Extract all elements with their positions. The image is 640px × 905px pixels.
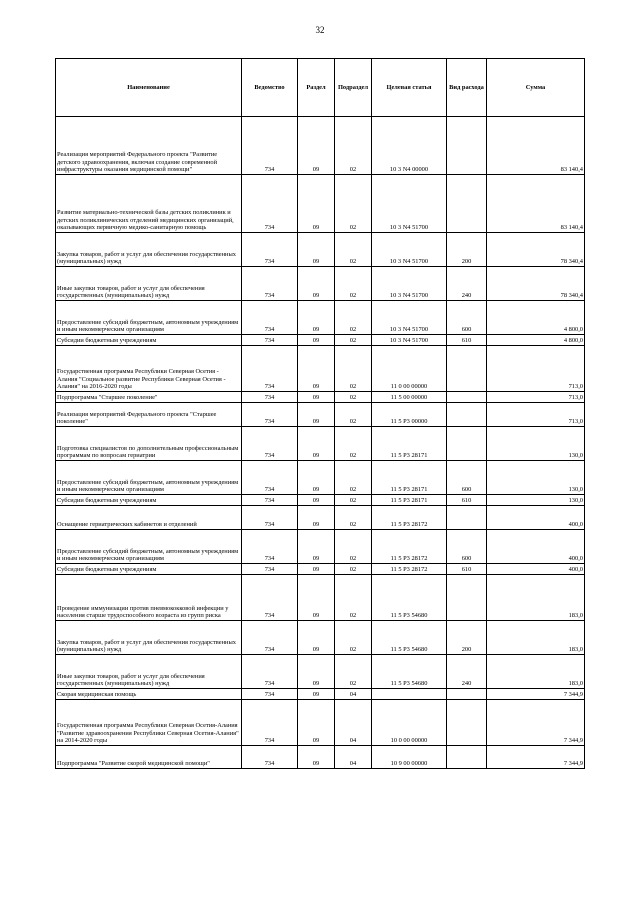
row-department: 734 [242, 335, 298, 346]
header-section: Раздел [298, 59, 335, 117]
row-subsection: 02 [335, 346, 372, 392]
row-expense-type: 600 [447, 461, 487, 495]
row-target-article: 11 5 P3 28171 [372, 495, 447, 506]
row-target-article: 11 5 P3 54680 [372, 655, 447, 689]
header-name: Наименование [56, 59, 242, 117]
table-row [56, 427, 585, 461]
row-section: 09 [298, 700, 335, 746]
row-target-article: 11 5 P3 28172 [372, 530, 447, 564]
table-row [56, 403, 585, 427]
row-target-article: 11 5 P3 28171 [372, 461, 447, 495]
row-name: Оснащение гериатрических кабинетов и отделений [56, 506, 242, 530]
table-row [56, 301, 585, 335]
row-target-article: 10 3 N4 51700 [372, 175, 447, 233]
row-target-article: 10 3 N4 51700 [372, 267, 447, 301]
row-expense-type: 240 [447, 267, 487, 301]
row-expense-type: 200 [447, 621, 487, 655]
row-target-article: 10 9 00 00000 [372, 746, 447, 769]
row-name: Иные закупки товаров, работ и услуг для обеспечения государственных (муниципальных) нужд [56, 655, 242, 689]
row-amount: 130,0 [487, 427, 585, 461]
table-row [56, 621, 585, 655]
budget-table [55, 58, 585, 769]
row-department: 734 [242, 700, 298, 746]
row-subsection: 02 [335, 427, 372, 461]
row-name: Иные закупки товаров, работ и услуг для обеспечения государственных (муниципальных) нужд [56, 267, 242, 301]
row-department: 734 [242, 506, 298, 530]
row-department: 734 [242, 267, 298, 301]
header-target-article: Целевая статья [372, 59, 447, 117]
row-section: 09 [298, 392, 335, 403]
row-target-article: 10 0 00 00000 [372, 700, 447, 746]
row-subsection: 02 [335, 461, 372, 495]
table-row [56, 233, 585, 267]
row-subsection: 02 [335, 495, 372, 506]
row-section: 09 [298, 175, 335, 233]
row-section: 09 [298, 575, 335, 621]
row-section: 09 [298, 301, 335, 335]
row-amount: 183,0 [487, 655, 585, 689]
row-expense-type: 200 [447, 233, 487, 267]
row-name: Субсидии бюджетным учреждениям [56, 564, 242, 575]
row-department: 734 [242, 746, 298, 769]
row-name: Реализация мероприятий Федерального проекта "Развитие детского здравоохранения, включая создание современной инфраструктуры оказания медицинской помощи" [56, 117, 242, 175]
row-subsection: 02 [335, 175, 372, 233]
row-expense-type [447, 506, 487, 530]
table-row [56, 175, 585, 233]
row-target-article: 11 5 P3 28171 [372, 427, 447, 461]
row-section: 09 [298, 564, 335, 575]
table-row [56, 700, 585, 746]
row-section: 09 [298, 506, 335, 530]
row-target-article: 10 3 N4 51700 [372, 233, 447, 267]
row-section: 09 [298, 427, 335, 461]
row-name: Предоставление субсидий бюджетным, автономным учреждениям и иным некоммерческим организациям [56, 461, 242, 495]
row-expense-type [447, 403, 487, 427]
row-department: 734 [242, 403, 298, 427]
row-target-article: 10 3 N4 51700 [372, 301, 447, 335]
row-target-article: 11 0 00 00000 [372, 346, 447, 392]
row-amount: 183,0 [487, 621, 585, 655]
row-department: 734 [242, 301, 298, 335]
table-row [56, 335, 585, 346]
row-section: 09 [298, 117, 335, 175]
table-row [56, 346, 585, 392]
row-expense-type [447, 700, 487, 746]
row-name: Закупка товаров, работ и услуг для обеспечения государственных (муниципальных) нужд [56, 621, 242, 655]
row-department: 734 [242, 689, 298, 700]
row-subsection: 02 [335, 530, 372, 564]
header-expense-type: Вид расхода [447, 59, 487, 117]
row-amount: 713,0 [487, 392, 585, 403]
row-subsection: 04 [335, 689, 372, 700]
row-target-article: 11 5 00 00000 [372, 392, 447, 403]
row-expense-type: 610 [447, 335, 487, 346]
row-name: Государственная программа Республики Северная Осетия - Алания "Социальное развитие Республики Северная Осетия - Алания" на 2016-2020 годы [56, 346, 242, 392]
row-target-article: 11 5 P3 54680 [372, 621, 447, 655]
table-row [56, 746, 585, 769]
row-section: 09 [298, 335, 335, 346]
row-expense-type [447, 689, 487, 700]
row-amount: 4 800,0 [487, 301, 585, 335]
row-amount: 7 344,9 [487, 746, 585, 769]
row-name: Субсидии бюджетным учреждениям [56, 495, 242, 506]
row-expense-type [447, 575, 487, 621]
row-subsection: 02 [335, 267, 372, 301]
row-name: Подпрограмма "Развитие скорой медицинской помощи" [56, 746, 242, 769]
row-subsection: 02 [335, 392, 372, 403]
row-department: 734 [242, 461, 298, 495]
row-expense-type: 600 [447, 301, 487, 335]
row-expense-type [447, 746, 487, 769]
row-subsection: 02 [335, 621, 372, 655]
table-row [56, 267, 585, 301]
page-number: 32 [315, 25, 325, 35]
row-name: Предоставление субсидий бюджетным, автономным учреждениям и иным некоммерческим организациям [56, 530, 242, 564]
row-department: 734 [242, 233, 298, 267]
row-subsection: 02 [335, 655, 372, 689]
row-name: Скорая медицинская помощь [56, 689, 242, 700]
row-target-article: 11 5 P3 28172 [372, 564, 447, 575]
row-section: 09 [298, 655, 335, 689]
row-department: 734 [242, 575, 298, 621]
row-section: 09 [298, 495, 335, 506]
row-subsection: 04 [335, 700, 372, 746]
row-section: 09 [298, 530, 335, 564]
header-subsection: Подраздел [335, 59, 372, 117]
row-amount: 400,0 [487, 530, 585, 564]
row-expense-type [447, 427, 487, 461]
row-section: 09 [298, 233, 335, 267]
table-row [56, 575, 585, 621]
table-row [56, 564, 585, 575]
row-department: 734 [242, 621, 298, 655]
table-row [56, 495, 585, 506]
row-target-article: 11 5 P3 54680 [372, 575, 447, 621]
row-target-article: 11 5 P3 00000 [372, 403, 447, 427]
row-section: 09 [298, 746, 335, 769]
row-subsection: 02 [335, 575, 372, 621]
row-target-article: 10 3 N4 00000 [372, 117, 447, 175]
row-amount: 130,0 [487, 461, 585, 495]
row-name: Предоставление субсидий бюджетным, автономным учреждениям и иным некоммерческим организациям [56, 301, 242, 335]
row-target-article [372, 689, 447, 700]
row-amount: 7 344,9 [487, 700, 585, 746]
row-department: 734 [242, 117, 298, 175]
row-name: Закупка товаров, работ и услуг для обеспечения государственных (муниципальных) нужд [56, 233, 242, 267]
row-section: 09 [298, 267, 335, 301]
table-header-row [56, 59, 585, 117]
row-name: Государственная программа Республики Северная Осетия-Алания "Развитие здравоохранения Республики Северная Осетия-Алания" на 2014-2020 годы [56, 700, 242, 746]
row-subsection: 02 [335, 301, 372, 335]
row-section: 09 [298, 689, 335, 700]
row-expense-type: 610 [447, 495, 487, 506]
row-amount: 400,0 [487, 506, 585, 530]
row-department: 734 [242, 530, 298, 564]
row-name: Подпрограмма "Старшее поколение" [56, 392, 242, 403]
row-subsection: 02 [335, 117, 372, 175]
row-expense-type [447, 117, 487, 175]
table-row [56, 689, 585, 700]
row-section: 09 [298, 346, 335, 392]
row-amount: 4 800,0 [487, 335, 585, 346]
row-expense-type [447, 175, 487, 233]
row-name: Субсидии бюджетным учреждениям [56, 335, 242, 346]
row-target-article: 11 5 P3 28172 [372, 506, 447, 530]
row-amount: 400,0 [487, 564, 585, 575]
table-body [56, 117, 585, 769]
row-name: Реализация мероприятий Федерального проекта "Старшее поколение" [56, 403, 242, 427]
row-amount: 713,0 [487, 346, 585, 392]
row-expense-type: 610 [447, 564, 487, 575]
table-row [56, 530, 585, 564]
table-row [56, 392, 585, 403]
row-name: Подготовка специалистов по дополнительным профессиональным программам по вопросам гериатрии [56, 427, 242, 461]
row-amount: 7 344,9 [487, 689, 585, 700]
table-row [56, 655, 585, 689]
row-subsection: 02 [335, 403, 372, 427]
row-name: Развитие материально-технической базы детских поликлиник и детских поликлинических отделений медицинских организаций, оказывающих первичную медико-санитарную помощь [56, 175, 242, 233]
row-department: 734 [242, 655, 298, 689]
row-expense-type [447, 392, 487, 403]
row-amount: 78 340,4 [487, 233, 585, 267]
row-department: 734 [242, 392, 298, 403]
row-subsection: 04 [335, 746, 372, 769]
table-row [56, 461, 585, 495]
header-amount: Сумма [487, 59, 585, 117]
row-department: 734 [242, 495, 298, 506]
row-target-article: 10 3 N4 51700 [372, 335, 447, 346]
row-department: 734 [242, 175, 298, 233]
row-expense-type [447, 346, 487, 392]
row-amount: 78 340,4 [487, 267, 585, 301]
row-subsection: 02 [335, 506, 372, 530]
row-amount: 130,0 [487, 495, 585, 506]
row-amount: 83 140,4 [487, 175, 585, 233]
header-department: Ведомство [242, 59, 298, 117]
table-row [56, 117, 585, 175]
row-subsection: 02 [335, 233, 372, 267]
row-subsection: 02 [335, 564, 372, 575]
table-row [56, 506, 585, 530]
row-subsection: 02 [335, 335, 372, 346]
row-name: Проведение иммунизации против пневмококковой инфекции у населения старше трудоспособного возраста из групп риска [56, 575, 242, 621]
row-section: 09 [298, 403, 335, 427]
row-department: 734 [242, 564, 298, 575]
row-expense-type: 600 [447, 530, 487, 564]
row-department: 734 [242, 427, 298, 461]
row-amount: 713,0 [487, 403, 585, 427]
row-amount: 83 140,4 [487, 117, 585, 175]
row-amount: 183,0 [487, 575, 585, 621]
row-section: 09 [298, 461, 335, 495]
row-expense-type: 240 [447, 655, 487, 689]
row-section: 09 [298, 621, 335, 655]
row-department: 734 [242, 346, 298, 392]
